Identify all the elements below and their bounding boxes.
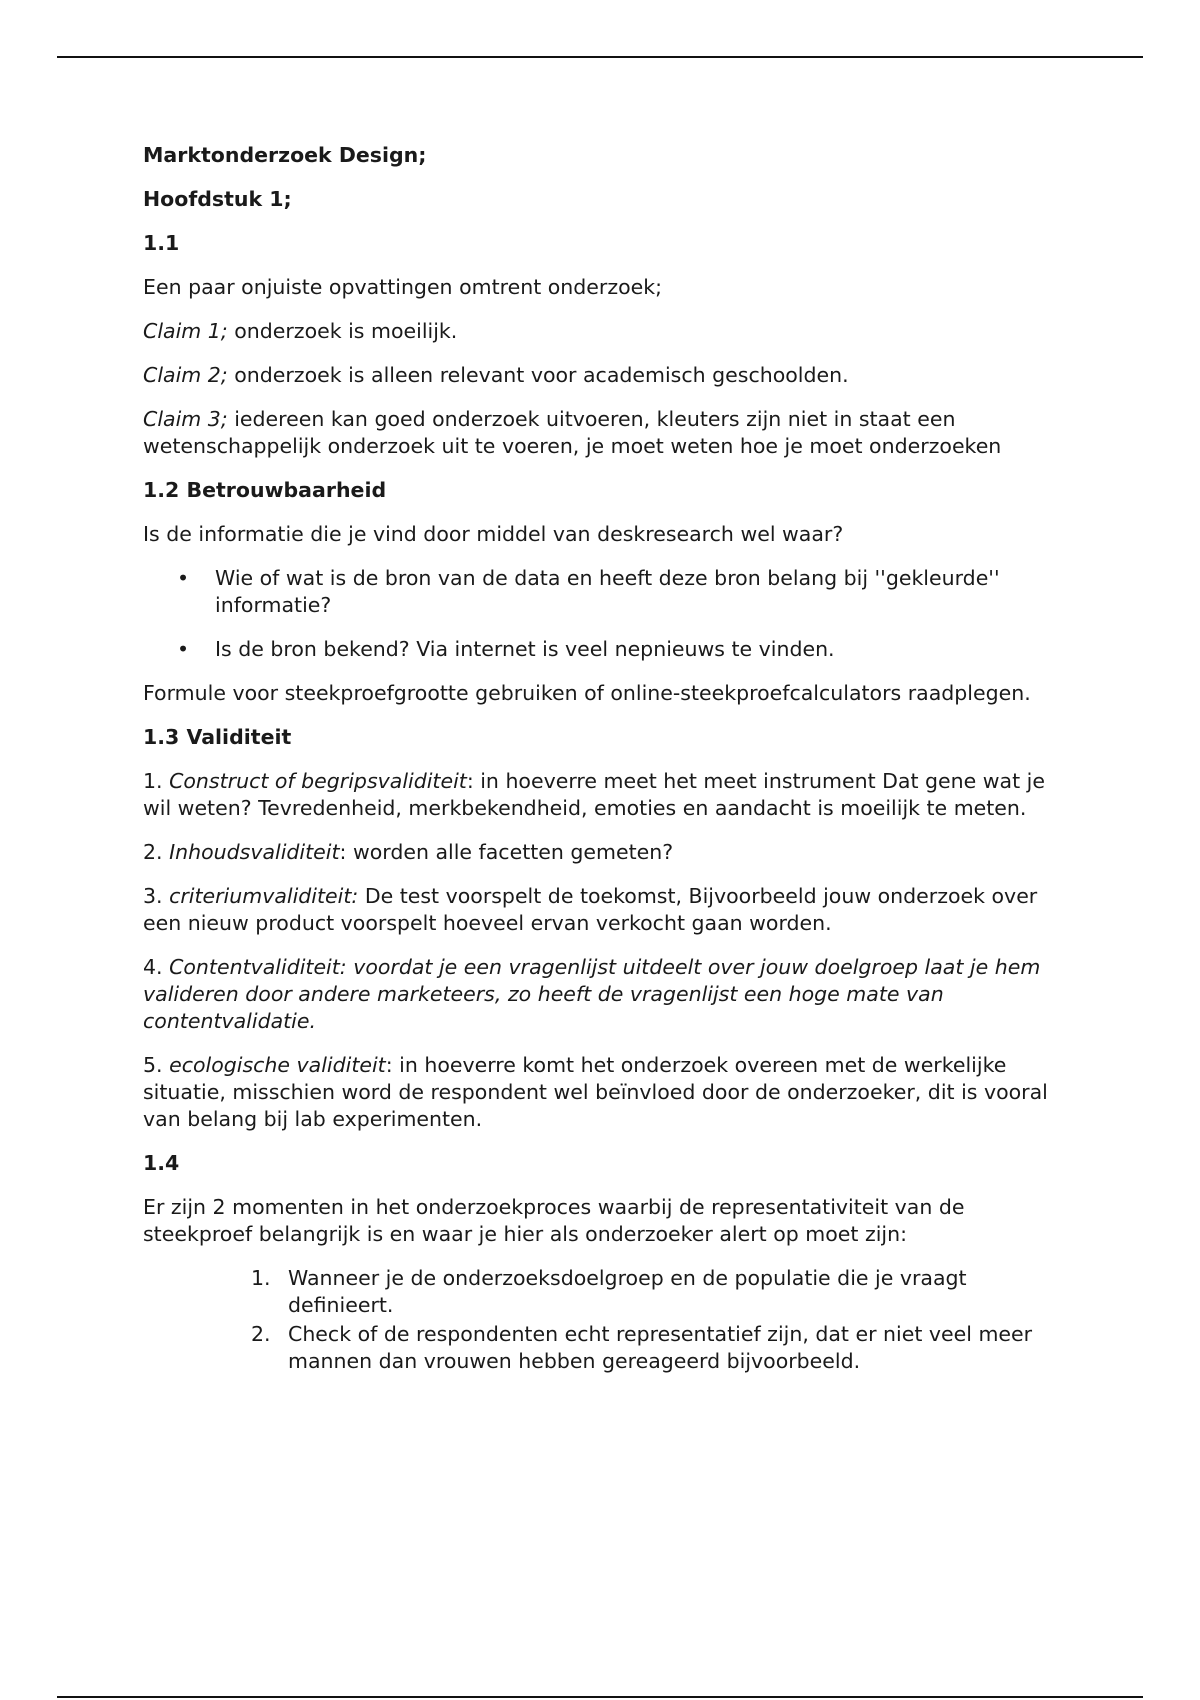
list-item bbox=[143, 636, 1063, 663]
bullet-list bbox=[143, 565, 1063, 663]
section-1-1-intro: Een paar onjuiste opvattingen omtrent onderzoek; bbox=[143, 275, 663, 299]
validity-term: ecologische validiteit bbox=[169, 1053, 386, 1077]
validity-text: De test voorspelt de toekomst, Bijvoorbeeld jouw onderzoek over een nieuw product voorspelt hoeveel ervan verkocht gaan worden. bbox=[143, 884, 1038, 935]
validity-number: 5. bbox=[143, 1053, 170, 1077]
list-item-text: Check of de respondenten echt representatief zijn, dat er niet veel meer mannen dan vrouwen hebben gereageerd bijvoorbeeld. bbox=[288, 1322, 1033, 1373]
formula-note: Formule voor steekproefgrootte gebruiken of online-steekproefcalculators raadplegen. bbox=[143, 681, 1031, 705]
list-number: 2. bbox=[251, 1322, 271, 1346]
validity-text: : in hoeverre komt het onderzoek overeen met de werkelijke situatie, misschien word de respondent wel beïnvloed door de onderzoeker, dit is vooral van belang bij lab experimenten. bbox=[143, 1053, 1048, 1131]
validity-item bbox=[143, 1052, 1063, 1133]
validity-term: Construct of begripsvaliditeit bbox=[169, 769, 467, 793]
validity-item bbox=[143, 954, 1063, 1035]
claim-paragraph bbox=[143, 362, 1063, 389]
section-1-4-heading: 1.4 bbox=[143, 1151, 180, 1175]
bullet-icon: • bbox=[177, 637, 190, 661]
validity-term: Inhoudsvaliditeit bbox=[169, 840, 340, 864]
list-item-text: Is de bron bekend? Via internet is veel nepnieuws te vinden. bbox=[215, 637, 835, 661]
claim-paragraph bbox=[143, 406, 1063, 460]
document-body bbox=[143, 142, 1063, 1377]
section-1-1-heading: 1.1 bbox=[143, 231, 180, 255]
section-1-2-intro: Is de informatie die je vind door middel van deskresearch wel waar? bbox=[143, 522, 844, 546]
list-item-text: Wie of wat is de bron van de data en heeft deze bron belang bij ''gekleurde'' informatie? bbox=[215, 566, 1000, 617]
chapter-heading: Hoofdstuk 1; bbox=[143, 187, 292, 211]
list-item bbox=[143, 1321, 1063, 1375]
list-item bbox=[143, 1265, 1063, 1319]
validity-item bbox=[143, 883, 1063, 937]
list-number: 1. bbox=[251, 1266, 271, 1290]
bottom-divider bbox=[57, 1696, 1143, 1698]
validity-text: : in hoeverre meet het meet instrument Dat gene wat je wil weten? Tevredenheid, merkbekendheid, emoties en aandacht is moeilijk te meten. bbox=[143, 769, 1045, 820]
claim-paragraph bbox=[143, 318, 1063, 345]
section-1-3-heading: 1.3 Validiteit bbox=[143, 725, 292, 749]
section-1-2-heading: 1.2 Betrouwbaarheid bbox=[143, 478, 387, 502]
validity-number: 3. bbox=[143, 884, 170, 908]
list-item bbox=[143, 565, 1063, 619]
claim-label: Claim 2; bbox=[143, 363, 228, 387]
claim-text: onderzoek is moeilijk. bbox=[227, 319, 458, 343]
validity-item bbox=[143, 839, 1063, 866]
numbered-list bbox=[143, 1265, 1063, 1375]
validity-term: Contentvaliditeit: voordat je een vragenlijst uitdeelt over jouw doelgroep laat je hem valideren door andere marketeers, zo heeft de vragenlijst een hoge mate van contentvalidatie. bbox=[143, 955, 1041, 1033]
list-item-text: Wanneer je de onderzoeksdoelgroep en de populatie die je vraagt definieert. bbox=[288, 1266, 967, 1317]
validity-text: : worden alle facetten gemeten? bbox=[339, 840, 674, 864]
validity-number: 2. bbox=[143, 840, 170, 864]
document-title: Marktonderzoek Design; bbox=[143, 143, 427, 167]
validity-number: 4. bbox=[143, 955, 170, 979]
validity-item bbox=[143, 768, 1063, 822]
validity-term: criteriumvaliditeit: bbox=[169, 884, 359, 908]
claim-label: Claim 1; bbox=[143, 319, 228, 343]
claim-text: onderzoek is alleen relevant voor academisch geschoolden. bbox=[227, 363, 849, 387]
validity-number: 1. bbox=[143, 769, 170, 793]
section-1-4-intro: Er zijn 2 momenten in het onderzoekproces waarbij de representativiteit van de steekproef belangrijk is en waar je hier als onderzoeker alert op moet zijn: bbox=[143, 1195, 965, 1246]
claim-label: Claim 3; bbox=[143, 407, 228, 431]
bullet-icon: • bbox=[177, 566, 190, 590]
claim-text: iedereen kan goed onderzoek uitvoeren, kleuters zijn niet in staat een wetenschappelijk onderzoek uit te voeren, je moet weten hoe je moet onderzoeken bbox=[143, 407, 1002, 458]
top-divider bbox=[57, 56, 1143, 58]
